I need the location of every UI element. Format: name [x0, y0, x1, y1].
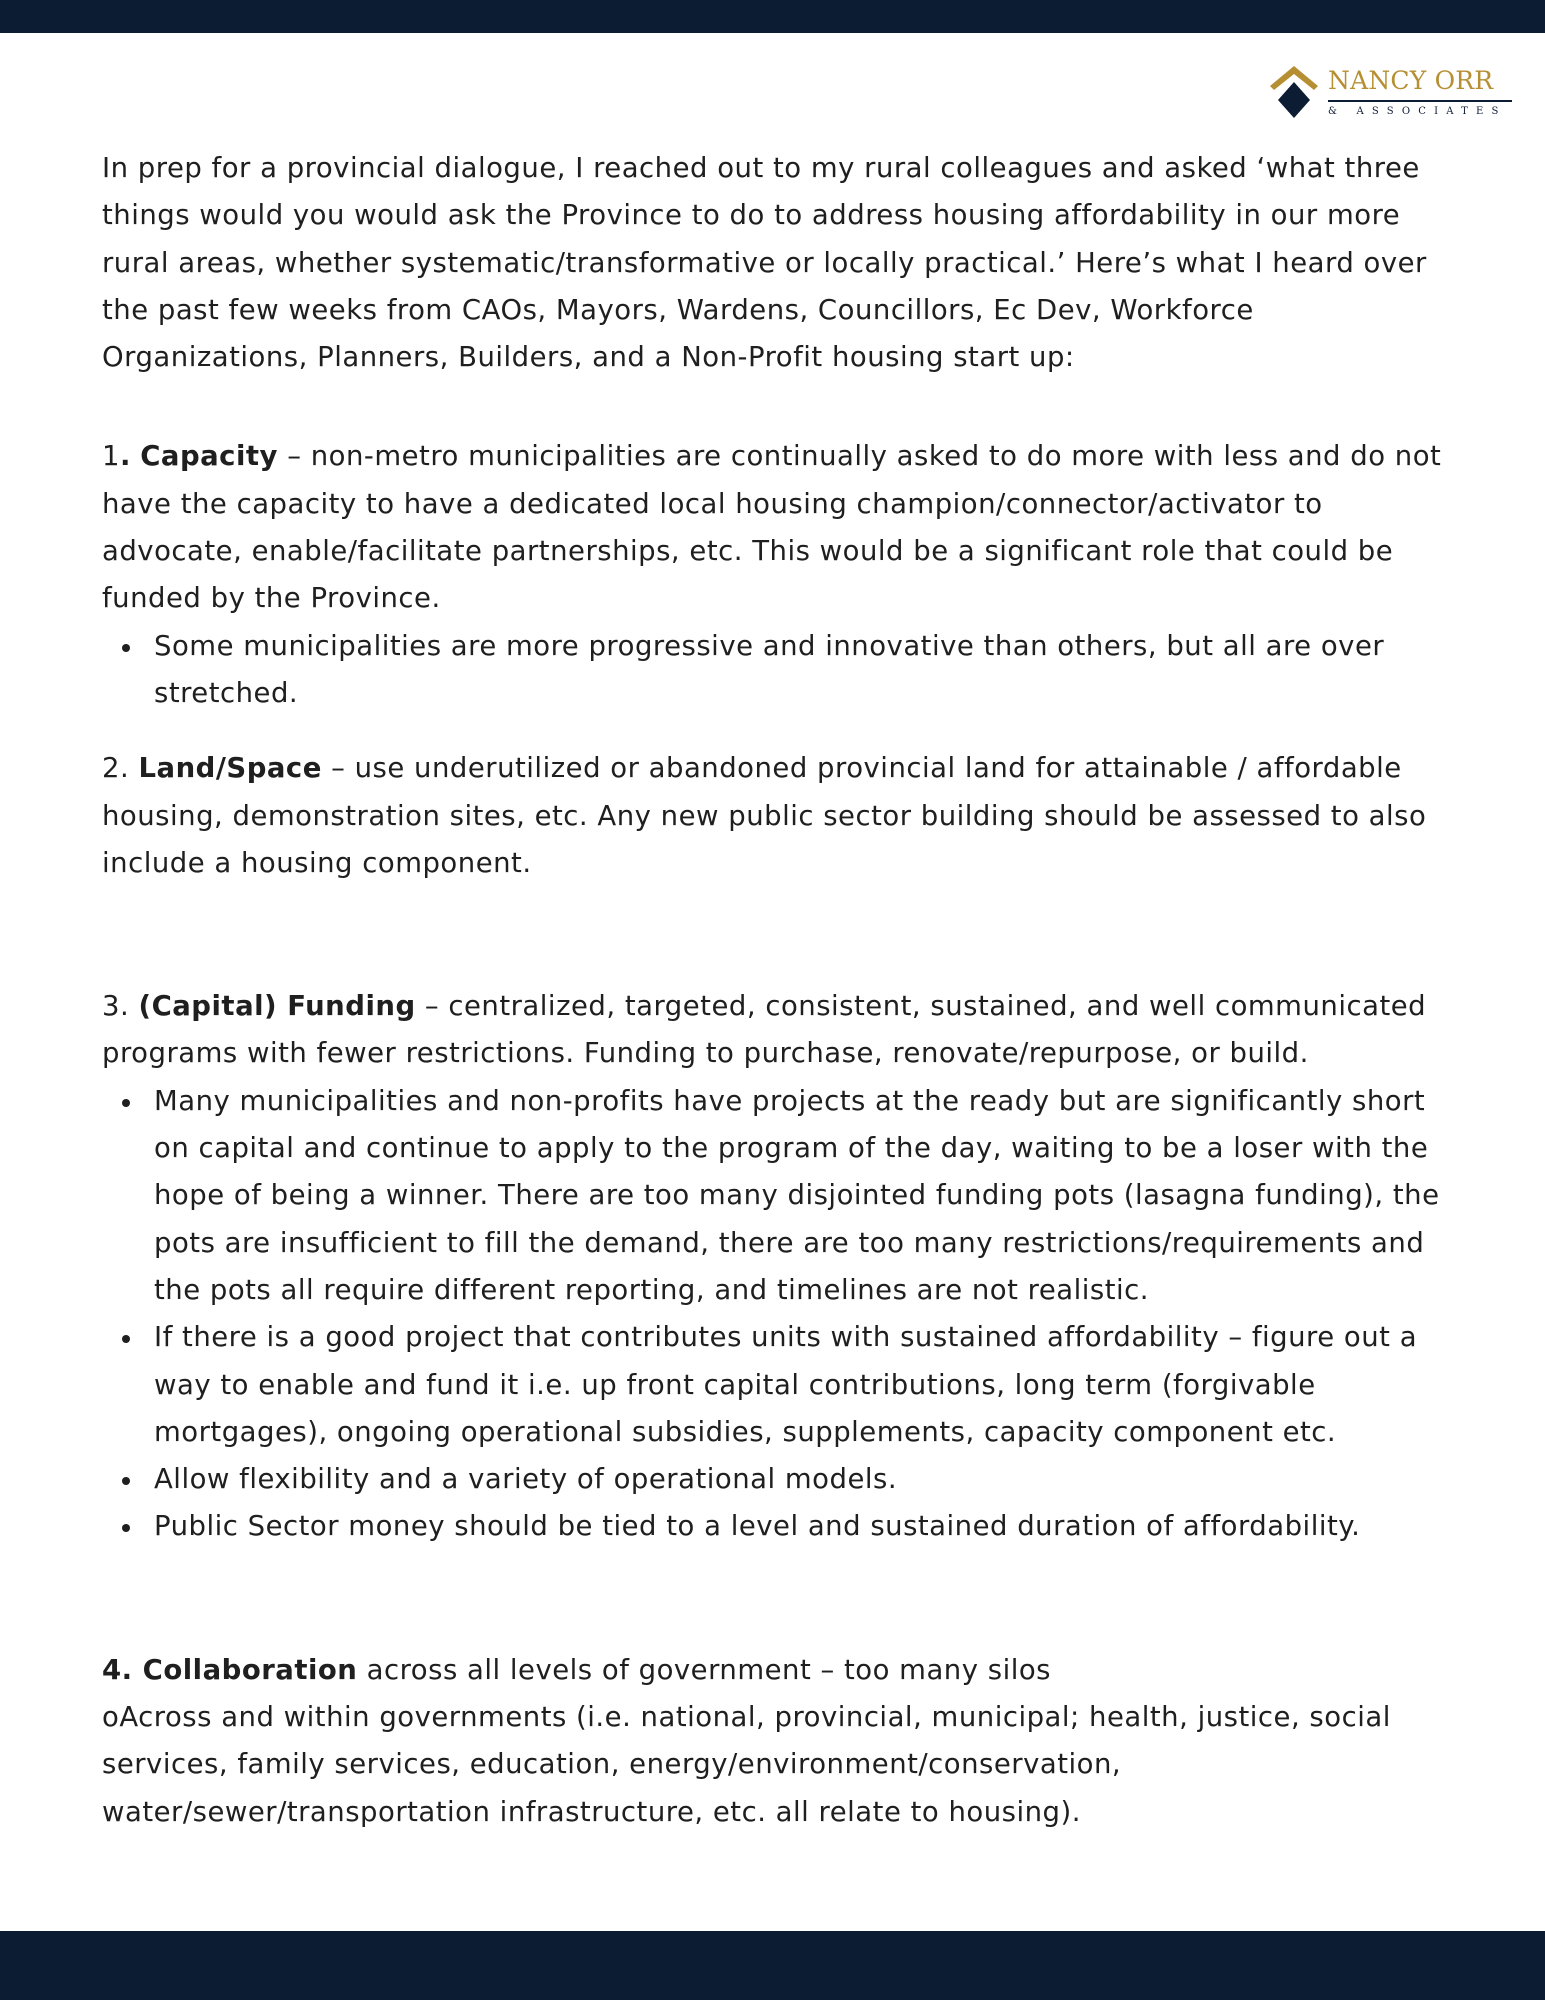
section-text: – use underutilized or abandoned provincial land for attainable / affordable housing, demonstration sites, etc. Any new public sector building should be assessed to also include a housing component.	[102, 752, 1427, 879]
section-title: 4. Collaboration	[102, 1653, 358, 1686]
logo-name: NANCY ORR	[1328, 66, 1494, 95]
section-text: – non-metro municipalities are continually asked to do more with less and do not have the capacity to have a dedicated local housing champion/connector/activator to advocate, enable/facilitate partnerships, etc. This would be a significant role that could be funded by the Province.	[102, 440, 1442, 615]
section-title: Capacity	[140, 440, 278, 473]
document-body	[102, 145, 1452, 1836]
section-number-punct: .	[120, 440, 131, 473]
intro-paragraph: In prep for a provincial dialogue, I reached out to my rural colleagues and asked ‘what three things would you would ask the Province to do to address housing affordability in our more rural areas, whether systematic/transformative or locally practical.’ Here’s what I heard over the past few weeks from CAOs, Mayors, Wardens, Councillors, Ec Dev, Workforce Organizations, Planners, Builders, and a Non-Profit housing start up:	[102, 152, 1427, 374]
section-number: 2.	[102, 752, 130, 785]
capacity-bullets	[102, 623, 1452, 718]
section-capacity	[102, 433, 1452, 622]
list-item: Some municipalities are more progressive and innovative than others, but all are over stretched.	[102, 623, 1452, 718]
section-title: (Capital) Funding	[138, 990, 416, 1023]
list-item: Many municipalities and non-profits have projects at the ready but are significantly short on capital and continue to apply to the program of the day, waiting to be a loser with the hope of being a winner. There are too many disjointed funding pots (lasagna funding), the pots are insufficient to fill the demand, there are too many restrictions/requirements and the pots all require different reporting, and timelines are not realistic.	[102, 1078, 1452, 1314]
funding-bullets	[102, 1078, 1452, 1551]
list-item: Public Sector money should be tied to a level and sustained duration of affordability.	[102, 1503, 1452, 1550]
diamond-logo-icon	[1268, 64, 1320, 120]
section-text: across all levels of government – too many silos	[357, 1653, 1052, 1686]
section-land-space	[102, 745, 1452, 887]
section-number: 1	[102, 440, 120, 473]
header-band	[0, 0, 1545, 33]
section-number: 3.	[102, 990, 130, 1023]
collaboration-detail: oAcross and within governments (i.e. national, provincial, municipal; health, justice, social services, family services, education, energy/environment/conservation, water/sewer/transportation infrastructure, etc. all relate to housing).	[102, 1701, 1391, 1828]
section-text: – centralized, targeted, consistent, sustained, and well communicated programs with fewer restrictions. Funding to purchase, renovate/repurpose, or build.	[102, 990, 1427, 1070]
list-item: Allow flexibility and a variety of operational models.	[102, 1456, 1452, 1503]
logo-tagline: & ASSOCIATES	[1328, 106, 1507, 117]
section-title: Land/Space	[138, 752, 322, 785]
logo-divider	[1328, 100, 1512, 102]
company-logo	[1268, 64, 1512, 126]
footer-band	[0, 1931, 1545, 2000]
section-collaboration	[102, 1647, 1452, 1694]
list-item: If there is a good project that contributes units with sustained affordability – figure out a way to enable and fund it i.e. up front capital contributions, long term (forgivable mortgages), ongoing operational subsidies, supplements, capacity component etc.	[102, 1314, 1452, 1456]
section-capital-funding	[102, 983, 1452, 1078]
